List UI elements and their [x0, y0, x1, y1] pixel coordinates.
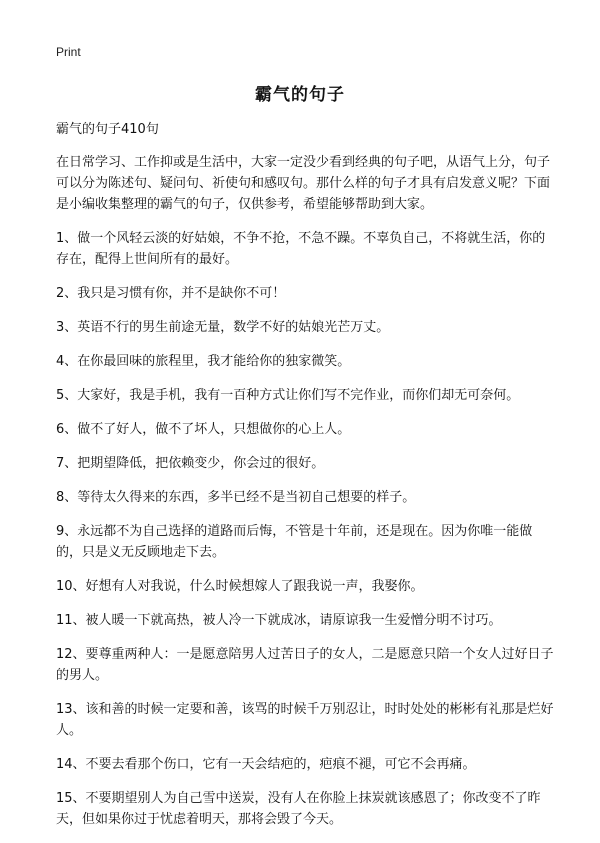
- list-item: 9、永远都不为自己选择的道路而后悔，不管是十年前，还是现在。因为你唯一能做的，只是义无反顾地走下去。: [56, 524, 533, 560]
- list-item: 8、等待太久得来的东西，多半已经不是当初自己想要的样子。: [56, 490, 416, 505]
- list-item: 15、不要期望别人为自己雪中送炭，没有人在你脸上抹炭就该感恩了；你改变不了昨天，但如果你过于忧虑着明天，那将会毁了今天。: [56, 791, 541, 827]
- list-item: 1、做一个风轻云淡的好姑娘，不争不抢，不急不躁。不辜负自己，不将就生活，你的存在，配得上世间所有的最好。: [56, 231, 546, 267]
- list-item: 4、在你最回味的旅程里，我才能给你的独家微笑。: [56, 354, 351, 369]
- list-item: 5、大家好，我是手机，我有一百种方式让你们写不完作业，而你们却无可奈何。: [56, 388, 520, 403]
- list-item: 2、我只是习惯有你，并不是缺你不可！: [56, 286, 286, 301]
- page-title: 霸气的句子: [255, 85, 345, 105]
- list-item: 13、该和善的时候一定要和善，该骂的时候千万别忍让，时时处处的彬彬有礼那是烂好人。: [56, 702, 554, 738]
- list-item: 14、不要去看那个伤口，它有一天会结疤的，疤痕不褪，可它不会再痛。: [56, 757, 476, 772]
- list-item: 12、要尊重两种人：一是愿意陪男人过苦日子的女人，二是愿意只陪一个女人过好日子的男人。: [56, 647, 554, 683]
- list-item: 3、英语不行的男生前途无量，数学不好的姑娘光芒万丈。: [56, 320, 390, 335]
- article-subtitle: 霸气的句子410句: [56, 122, 159, 137]
- list-item: 11、被人暖一下就高热，被人冷一下就成冰，请原谅我一生爱憎分明不讨巧。: [56, 613, 502, 628]
- intro-paragraph: 在日常学习、工作抑或是生活中，大家一定没少看到经典的句子吧，从语气上分，句子可以分为陈述句、疑问句、祈使句和感叹句。那什么样的句子才具有启发意义呢？下面是小编收集整理的霸气的句子，仅供参考，希望能够帮助到大家。: [56, 155, 551, 212]
- list-item: 10、好想有人对我说，什么时候想嫁人了跟我说一声，我娶你。: [56, 579, 424, 594]
- list-item: 6、做不了好人，做不了坏人，只想做你的心上人。: [56, 422, 351, 437]
- article-body: [56, 119, 556, 843]
- print-link[interactable]: Print: [56, 45, 81, 59]
- list-item: 7、把期望降低，把依赖变少，你会过的很好。: [56, 456, 325, 471]
